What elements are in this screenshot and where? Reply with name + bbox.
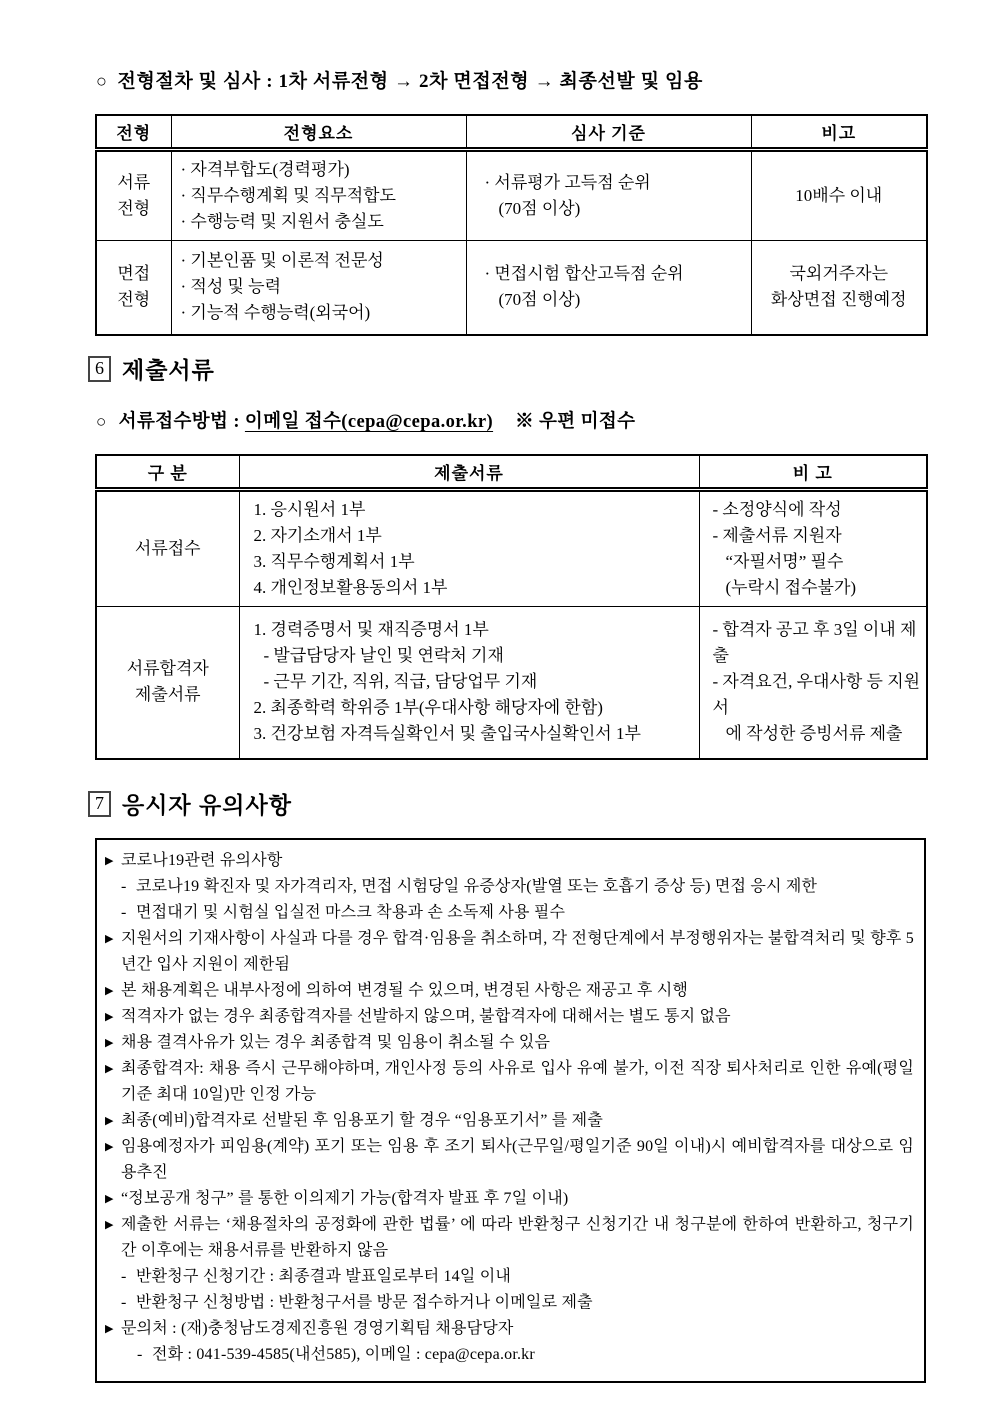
- doc-line: 4. 개인정보활용동의서 1부: [253, 577, 448, 597]
- procedure-line: [96, 0, 992, 93]
- table-row: [96, 489, 927, 606]
- dash-bullet-icon: -: [137, 1346, 143, 1363]
- factor-line: · 기능적 수행능력(외국어): [180, 303, 371, 323]
- note-line: - 소정양식에 작성: [712, 499, 842, 519]
- procedure-text: 전형절차 및 심사 : 1차 서류전형 → 2차 면접전형 → 최종선발 및 임용: [117, 71, 703, 92]
- dash-bullet-icon: -: [121, 904, 127, 921]
- notice-item: [105, 1342, 916, 1368]
- criteria-cell: [466, 149, 751, 240]
- arrow-bullet-icon: ▶: [105, 1193, 114, 1205]
- table-row: [96, 240, 927, 335]
- notice-text: 본 채용계획은 내부사정에 의하여 변경될 수 있으며, 변경된 사항은 재공고 후 시행: [121, 982, 689, 999]
- category-cell: [96, 489, 239, 606]
- category-line: 제출서류: [134, 685, 201, 705]
- arrow-bullet-icon: ▶: [105, 1063, 114, 1075]
- notice-item: [105, 1316, 916, 1342]
- col-header-category: 구 분: [96, 455, 239, 489]
- notice-item: [105, 848, 916, 874]
- stage-cell: [96, 240, 171, 335]
- arrow-bullet-icon: ▶: [105, 855, 114, 867]
- dash-bullet-icon: -: [121, 1268, 127, 1285]
- note-line: 에 작성한 증빙서류 제출: [725, 724, 903, 744]
- notice-item: [105, 874, 916, 900]
- criteria-line: (70점 이상): [498, 290, 581, 310]
- arrow-bullet-icon: ▶: [105, 933, 114, 945]
- arrow-bullet-icon: ▶: [105, 1115, 114, 1127]
- note-line: “자필서명” 필수: [725, 551, 844, 571]
- doc-line: 2. 최종학력 학위증 1부(우대사항 해당자에 한함): [253, 698, 603, 718]
- notice-text: 지원서의 기재사항이 사실과 다를 경우 합격·임용을 취소하며, 각 전형단계에서 부정행위자는 불합격처리 및 향후 5년간 입사 지원이 제한됨: [121, 930, 914, 973]
- section-7-title: [88, 787, 992, 820]
- note-line: - 합격자 공고 후 3일 이내 제출: [712, 620, 917, 666]
- notice-item: [105, 1264, 916, 1290]
- factor-line: · 직무수행계획 및 직무적합도: [180, 185, 396, 205]
- col-header-note: 비 고: [699, 455, 927, 489]
- method-label: 서류접수방법 :: [118, 412, 245, 432]
- note-cell: [699, 489, 927, 606]
- email-submission-text: 이메일 접수(cepa@cepa.or.kr): [244, 412, 494, 432]
- doc-line: 2. 자기소개서 1부: [253, 525, 382, 545]
- col-header-stage: 전형: [96, 115, 171, 149]
- section-number-box: 6: [88, 356, 111, 382]
- note-line: - 자격요건, 우대사항 등 지원서: [712, 672, 921, 718]
- stage-line: 면접: [117, 264, 151, 284]
- arrow-bullet-icon: ▶: [105, 1141, 114, 1153]
- notice-item: [105, 926, 916, 978]
- factors-cell: [171, 240, 466, 335]
- factor-line: · 수행능력 및 지원서 충실도: [180, 211, 384, 231]
- factors-cell: [171, 149, 466, 240]
- notice-text: 전화 : 041-539-4585(내선585), 이메일 : cepa@cepa.or.kr: [152, 1346, 535, 1363]
- note-cell: [751, 240, 927, 335]
- stage-line: 전형: [117, 290, 151, 310]
- criteria-line: · 서류평가 고득점 순위: [484, 172, 651, 192]
- notice-item: [105, 1108, 916, 1134]
- notice-text: 채용 결격사유가 있는 경우 최종합격 및 임용이 취소될 수 있음: [121, 1034, 551, 1051]
- doc-line: - 근무 기간, 직위, 직급, 담당업무 기재: [263, 672, 538, 692]
- notice-text: 반환청구 신청기간 : 최종결과 발표일로부터 14일 이내: [136, 1268, 512, 1285]
- no-postal-note: ※ 우편 미접수: [515, 412, 636, 432]
- doc-line: 3. 건강보험 자격득실확인서 및 출입국사실확인서 1부: [253, 724, 641, 744]
- category-cell: [96, 606, 239, 759]
- table-row: [96, 606, 927, 759]
- notice-item: [105, 1290, 916, 1316]
- table-header-row: [96, 115, 927, 149]
- notice-text: 문의처 : (재)충청남도경제진흥원 경영기획팀 채용담당자: [121, 1320, 514, 1337]
- doc-line: - 발급담당자 날인 및 연락처 기재: [263, 646, 504, 666]
- submission-method-line: [96, 407, 992, 433]
- documents-cell: [239, 606, 699, 759]
- dash-bullet-icon: -: [121, 1294, 127, 1311]
- stage-cell: [96, 149, 171, 240]
- notice-text: 최종합격자: 채용 즉시 근무해야하며, 개인사정 등의 사유로 입사 유예 불가, 이전 직장 퇴사처리로 인한 유예(평일기준 최대 10일)만 인정 가능: [121, 1060, 914, 1103]
- circle-bullet-icon: ○: [96, 71, 108, 91]
- category-line: 서류합격자: [126, 659, 209, 679]
- dash-bullet-icon: -: [121, 878, 127, 895]
- doc-line: 3. 직무수행계획서 1부: [253, 551, 415, 571]
- factor-line: · 적성 및 능력: [180, 277, 282, 297]
- criteria-line: (70점 이상): [498, 198, 581, 218]
- notice-text: “정보공개 청구” 를 통한 이의제기 가능(합격자 발표 후 7일 이내): [121, 1190, 569, 1207]
- notice-item: [105, 1186, 916, 1212]
- notice-text: 제출한 서류는 ‘채용절차의 공정화에 관한 법률’ 에 따라 반환청구 신청기간 내 청구분에 한하여 반환하고, 청구기간 이후에는 채용서류를 반환하지 않음: [121, 1216, 914, 1259]
- category-line: 서류접수: [134, 538, 201, 558]
- note-line: 국외거주자는: [789, 264, 889, 284]
- arrow-bullet-icon: ▶: [105, 985, 114, 997]
- submission-documents-table: [95, 454, 928, 760]
- notice-text: 코로나19 확진자 및 자가격리자, 면접 시험당일 유증상자(발열 또는 호흡기 증상 등) 면접 응시 제한: [136, 878, 818, 895]
- notice-text: 임용예정자가 피임용(계약) 포기 또는 임용 후 조기 퇴사(근무일/평일기준 90일 이내)시 예비합격자를 대상으로 임용추진: [121, 1138, 914, 1181]
- notice-text: 코로나19관련 유의사항: [121, 852, 283, 869]
- arrow-bullet-icon: ▶: [105, 1323, 114, 1335]
- factor-line: · 자격부합도(경력평가): [180, 159, 350, 179]
- section-number-box: 7: [88, 791, 111, 817]
- notice-item: [105, 1056, 916, 1108]
- arrow-bullet-icon: ▶: [105, 1011, 114, 1023]
- table-header-row: [96, 455, 927, 489]
- documents-cell: [239, 489, 699, 606]
- circle-bullet-icon: ○: [96, 412, 107, 431]
- col-header-note: 비고: [751, 115, 927, 149]
- applicant-notices-box: [95, 838, 926, 1383]
- stage-line: 서류: [117, 172, 151, 192]
- section-6-title: [88, 352, 992, 385]
- arrow-bullet-icon: ▶: [105, 1037, 114, 1049]
- notice-item: [105, 1004, 916, 1030]
- notice-item: [105, 1212, 916, 1264]
- notice-text: 반환청구 신청방법 : 반환청구서를 방문 접수하거나 이메일로 제출: [136, 1294, 593, 1311]
- notice-item: [105, 1134, 916, 1186]
- arrow-bullet-icon: ▶: [105, 1219, 114, 1231]
- note-cell: [699, 606, 927, 759]
- section-title-text: 응시자 유의사항: [122, 792, 292, 818]
- notice-item: [105, 1030, 916, 1056]
- doc-line: 1. 경력증명서 및 재직증명서 1부: [253, 620, 489, 640]
- notice-text: 면접대기 및 시험실 입실전 마스크 착용과 손 소독제 사용 필수: [136, 904, 566, 921]
- criteria-line: · 면접시험 합산고득점 순위: [484, 264, 684, 284]
- notice-item: [105, 900, 916, 926]
- note-cell: [751, 149, 927, 240]
- criteria-cell: [466, 240, 751, 335]
- note-line: 10배수 이내: [795, 185, 883, 205]
- notice-text: 적격자가 없는 경우 최종합격자를 선발하지 않으며, 불합격자에 대해서는 별도 통지 없음: [121, 1008, 731, 1025]
- note-line: (누락시 접수불가): [725, 577, 857, 597]
- note-line: 화상면접 진행예정: [770, 290, 907, 310]
- section-title-text: 제출서류: [122, 357, 215, 383]
- doc-line: 1. 응시원서 1부: [253, 499, 366, 519]
- table-row: [96, 149, 927, 240]
- col-header-factors: 전형요소: [171, 115, 466, 149]
- notice-item: [105, 978, 916, 1004]
- col-header-criteria: 심사 기준: [466, 115, 751, 149]
- note-line: - 제출서류 지원자: [712, 525, 842, 545]
- factor-line: · 기본인품 및 이론적 전문성: [180, 251, 384, 271]
- notice-text: 최종(예비)합격자로 선발된 후 임용포기 할 경우 “임용포기서” 를 제출: [121, 1112, 603, 1129]
- selection-criteria-table: [95, 114, 928, 336]
- col-header-documents: 제출서류: [239, 455, 699, 489]
- stage-line: 전형: [117, 198, 151, 218]
